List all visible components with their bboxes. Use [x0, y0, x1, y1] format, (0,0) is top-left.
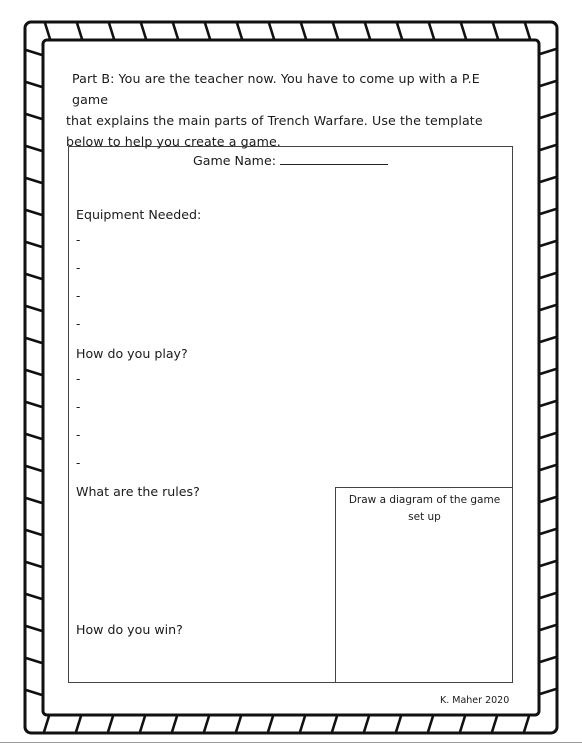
- border-stripe: [26, 338, 42, 343]
- page-bottom-rule: [0, 742, 582, 743]
- border-stripe: [429, 23, 434, 39]
- border-stripe: [26, 370, 42, 375]
- border-stripe: [108, 716, 113, 732]
- border-stripe: [540, 337, 556, 342]
- border-stripe: [26, 50, 42, 55]
- border-stripe: [44, 716, 49, 732]
- border-stripe: [540, 241, 556, 246]
- equipment-heading: Equipment Needed:: [76, 207, 202, 222]
- border-stripe: [109, 23, 114, 39]
- border-stripe: [26, 562, 42, 567]
- border-stripe: [26, 690, 42, 695]
- border-stripe: [540, 465, 556, 470]
- border-stripe: [26, 530, 42, 535]
- border-stripe: [540, 49, 556, 54]
- border-stripe: [26, 402, 42, 407]
- border-stripe: [396, 716, 401, 732]
- border-stripe: [26, 626, 42, 631]
- border-stripe: [269, 23, 274, 39]
- equipment-item-2: -: [76, 261, 81, 275]
- border-stripe: [301, 23, 306, 39]
- border-stripe: [540, 369, 556, 374]
- border-stripe: [540, 113, 556, 118]
- border-stripe: [141, 23, 146, 39]
- equipment-item-3: -: [76, 289, 81, 303]
- instructions-paragraph: [66, 68, 516, 152]
- rules-heading: What are the rules?: [76, 484, 200, 499]
- border-stripe: [540, 145, 556, 150]
- game-name-row: [69, 152, 512, 168]
- border-stripe: [172, 716, 177, 732]
- border-stripe: [365, 23, 370, 39]
- border-stripe: [540, 433, 556, 438]
- border-stripe: [540, 273, 556, 278]
- equipment-item-1: -: [76, 233, 81, 247]
- border-stripe: [76, 716, 81, 732]
- border-stripe: [333, 23, 338, 39]
- border-stripe: [77, 23, 82, 39]
- border-stripe: [236, 716, 241, 732]
- border-stripe: [26, 434, 42, 439]
- border-stripe: [493, 23, 498, 39]
- border-stripe: [26, 114, 42, 119]
- play-item-4: -: [76, 456, 81, 470]
- border-stripe: [204, 716, 209, 732]
- play-item-3: -: [76, 428, 81, 442]
- border-stripe: [364, 716, 369, 732]
- instructions-line-3: below to help you create a game.: [66, 134, 281, 149]
- border-stripe: [525, 23, 530, 39]
- border-stripe: [540, 561, 556, 566]
- border-stripe: [268, 716, 273, 732]
- border-stripe: [26, 658, 42, 663]
- instructions-line-1: Part B: You are the teacher now. You have to come up with a P.E game: [72, 71, 480, 107]
- author-credit: K. Maher 2020: [440, 695, 510, 706]
- play-heading: How do you play?: [76, 346, 188, 361]
- border-stripe: [26, 178, 42, 183]
- border-stripe: [173, 23, 178, 39]
- border-stripe: [332, 716, 337, 732]
- border-stripe: [540, 209, 556, 214]
- win-heading: How do you win?: [76, 622, 183, 637]
- border-stripe: [205, 23, 210, 39]
- play-item-1: -: [76, 372, 81, 386]
- border-stripe: [26, 242, 42, 247]
- diagram-box: [335, 487, 513, 683]
- border-stripe: [540, 81, 556, 86]
- border-stripe: [460, 716, 465, 732]
- border-stripe: [428, 716, 433, 732]
- border-stripe: [26, 82, 42, 87]
- border-stripe: [26, 274, 42, 279]
- border-stripe: [397, 23, 402, 39]
- border-stripe: [26, 146, 42, 151]
- game-name-blank-line[interactable]: [280, 152, 388, 165]
- border-stripe: [140, 716, 145, 732]
- game-name-label: Game Name:: [193, 153, 276, 168]
- border-stripe: [540, 657, 556, 662]
- border-stripe: [540, 497, 556, 502]
- border-stripe: [300, 716, 305, 732]
- border-stripe: [45, 23, 50, 39]
- border-stripe: [26, 466, 42, 471]
- play-item-2: -: [76, 400, 81, 414]
- border-stripe: [540, 529, 556, 534]
- border-stripe: [26, 594, 42, 599]
- border-stripe: [461, 23, 466, 39]
- border-stripe: [540, 625, 556, 630]
- border-stripe: [26, 210, 42, 215]
- border-stripe: [26, 306, 42, 311]
- game-template-box: [68, 146, 513, 683]
- border-stripe: [540, 177, 556, 182]
- border-stripe: [492, 716, 497, 732]
- border-stripe: [540, 305, 556, 310]
- instructions-line-2: that explains the main parts of Trench Warfare. Use the template: [66, 113, 483, 128]
- border-stripe: [540, 689, 556, 694]
- border-stripe: [524, 716, 529, 732]
- equipment-item-4: -: [76, 317, 81, 331]
- border-stripe: [26, 498, 42, 503]
- diagram-label: Draw a diagram of the game set up: [348, 494, 501, 523]
- border-stripe: [540, 593, 556, 598]
- border-stripe: [540, 401, 556, 406]
- border-stripe: [237, 23, 242, 39]
